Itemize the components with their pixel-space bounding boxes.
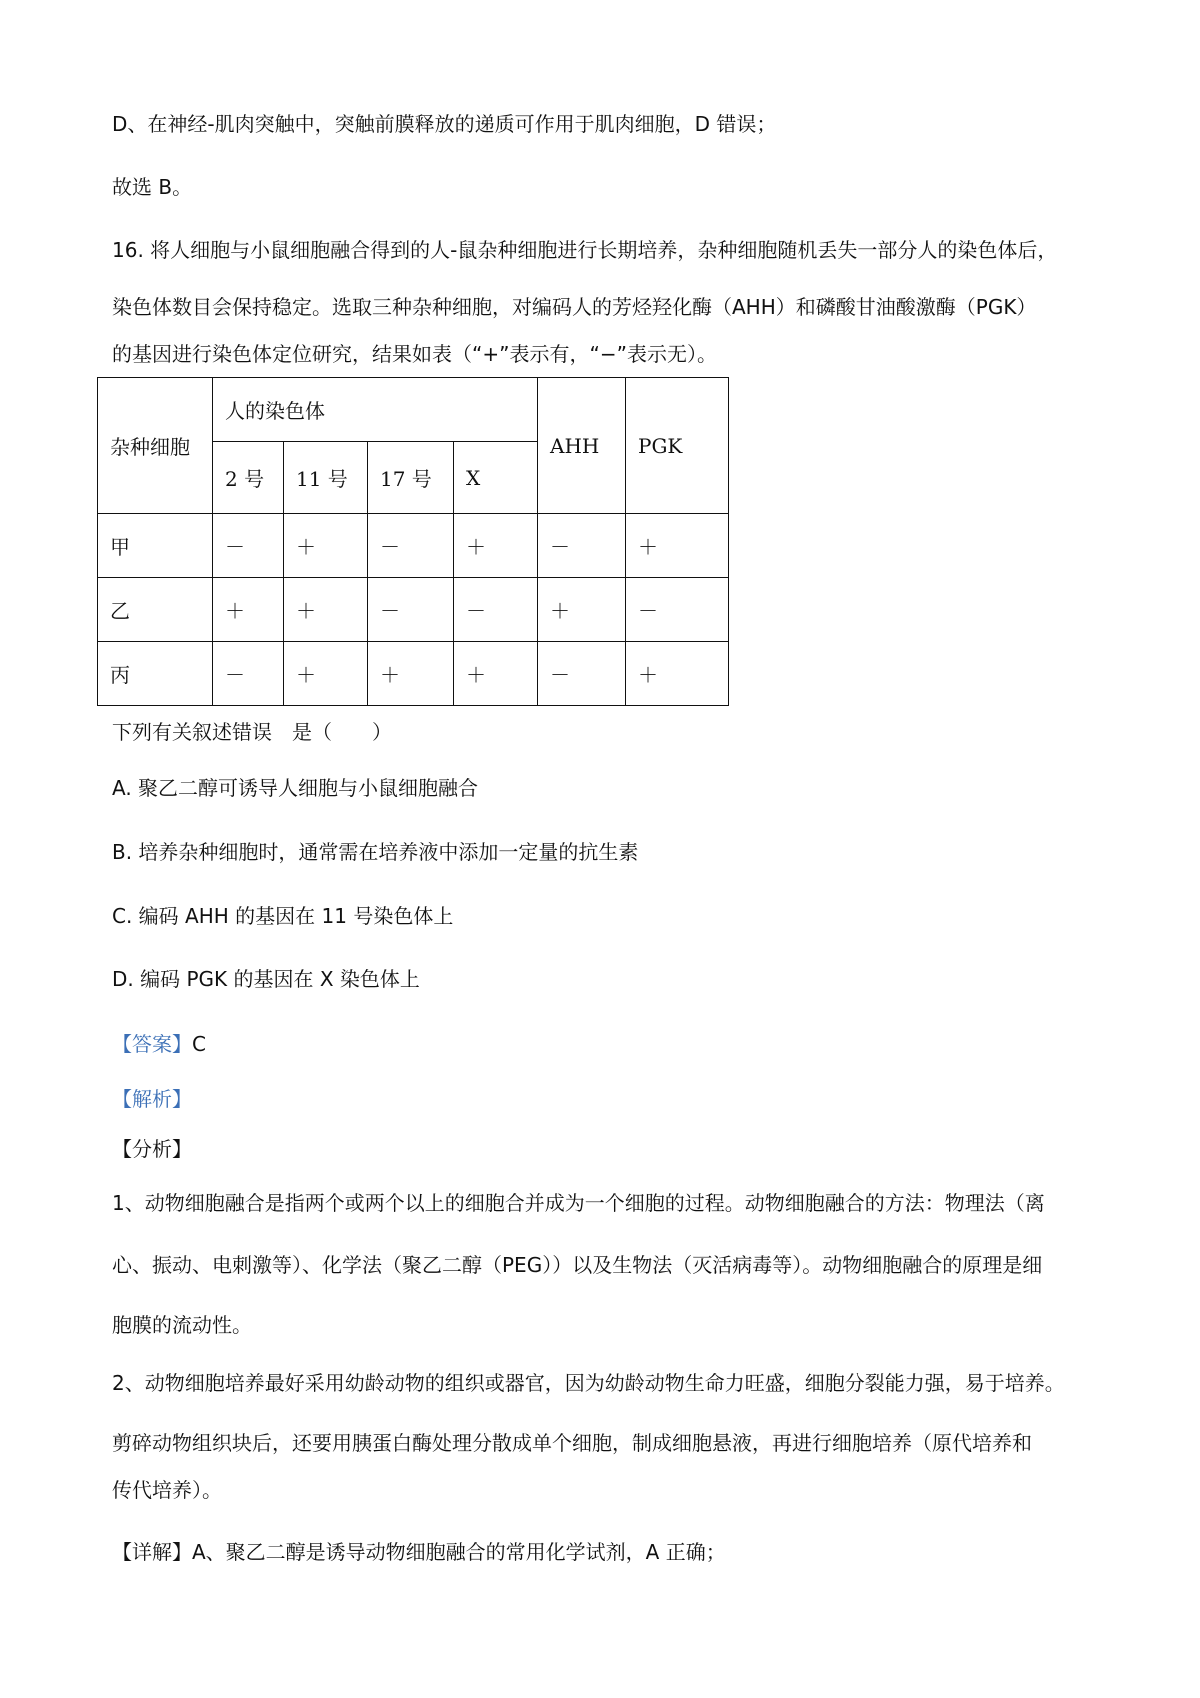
analysis-detail: 【详解】A、聚乙二醇是诱导动物细胞融合的常用化学试剂，A 正确； xyxy=(112,1540,726,1564)
row-name: 甲 xyxy=(98,514,213,578)
table-cell: ＋ xyxy=(626,514,729,578)
analysis-p1-line-2: 心、振动、电刺激等）、化学法（聚乙二醇（PEG））以及生物法（灭活病毒等）。动物细胞融合的原理是细 xyxy=(112,1253,1043,1277)
table-cell: ＋ xyxy=(626,642,729,706)
question-stem-line-3: 的基因进行染色体定位研究，结果如表（“+”表示有，“−”表示无）。 xyxy=(112,342,717,366)
option-a: A. 聚乙二醇可诱导人细胞与小鼠细胞融合 xyxy=(112,776,479,800)
table-cell: － xyxy=(626,578,729,642)
table-cell: － xyxy=(368,578,454,642)
table-cell: ＋ xyxy=(284,514,368,578)
analysis-p2-line-2: 剪碎动物组织块后，还要用胰蛋白酶处理分散成单个细胞，制成细胞悬液，再进行细胞培养（原代培养和 xyxy=(112,1431,1032,1455)
table-cell: － xyxy=(538,642,626,706)
table-row xyxy=(98,578,729,642)
table-cell: － xyxy=(454,578,538,642)
row-name: 乙 xyxy=(98,578,213,642)
question-stem-line-1: 16. 将人细胞与小鼠细胞融合得到的人-鼠杂种细胞进行长期培养，杂种细胞随机丢失一部分人的染色体后， xyxy=(112,238,1058,262)
option-b: B. 培养杂种细胞时，通常需在培养液中添加一定量的抗生素 xyxy=(112,840,639,864)
table-cell: － xyxy=(368,514,454,578)
header-chrom-11: 11 号 xyxy=(284,442,368,514)
option-d-analysis: D、在神经-肌肉突触中，突触前膜释放的递质可作用于肌肉细胞，D 错误； xyxy=(112,112,777,136)
header-hybrid-cell: 杂种细胞 xyxy=(98,378,213,514)
table-cell: － xyxy=(538,514,626,578)
row-name: 丙 xyxy=(98,642,213,706)
header-ahh: AHH xyxy=(538,378,626,514)
option-d: D. 编码 PGK 的基因在 X 染色体上 xyxy=(112,967,420,991)
table-cell: － xyxy=(213,642,284,706)
header-pgk: PGK xyxy=(626,378,729,514)
table-cell: ＋ xyxy=(538,578,626,642)
header-chrom-2: 2 号 xyxy=(213,442,284,514)
table-row xyxy=(98,514,729,578)
analysis-p2-line-1: 2、动物细胞培养最好采用幼龄动物的组织或器官，因为幼龄动物生命力旺盛，细胞分裂能力强，易于培养。 xyxy=(112,1371,1065,1395)
table-cell: ＋ xyxy=(454,642,538,706)
analysis-p1-line-3: 胞膜的流动性。 xyxy=(112,1313,252,1337)
previous-conclusion: 故选 B。 xyxy=(112,175,193,199)
table-cell: ＋ xyxy=(213,578,284,642)
table-cell: ＋ xyxy=(454,514,538,578)
table-cell: ＋ xyxy=(284,578,368,642)
question-stem-line-2: 染色体数目会保持稳定。选取三种杂种细胞，对编码人的芳烃羟化酶（AHH）和磷酸甘油酸激酶（PGK） xyxy=(112,295,1037,319)
question-prompt: 下列有关叙述错误 是（ ） xyxy=(112,720,392,744)
answer-value: C xyxy=(192,1032,206,1056)
table-row xyxy=(98,642,729,706)
table-cell: － xyxy=(213,514,284,578)
option-c: C. 编码 AHH 的基因在 11 号染色体上 xyxy=(112,904,454,928)
answer-label: 【答案】 xyxy=(112,1032,192,1056)
answer-line xyxy=(112,1030,206,1058)
chromosome-table xyxy=(97,377,729,706)
table-cell: ＋ xyxy=(284,642,368,706)
header-chrom-x: X xyxy=(454,442,538,514)
analysis-label: 【解析】 xyxy=(112,1087,192,1111)
table-cell: ＋ xyxy=(368,642,454,706)
header-chrom-17: 17 号 xyxy=(368,442,454,514)
analysis-heading: 【分析】 xyxy=(112,1137,192,1161)
analysis-p1-line-1: 1、动物细胞融合是指两个或两个以上的细胞合并成为一个细胞的过程。动物细胞融合的方法：物理法（离 xyxy=(112,1191,1045,1215)
analysis-p2-line-3: 传代培养）。 xyxy=(112,1478,222,1502)
header-human-chromosome: 人的染色体 xyxy=(213,378,538,442)
